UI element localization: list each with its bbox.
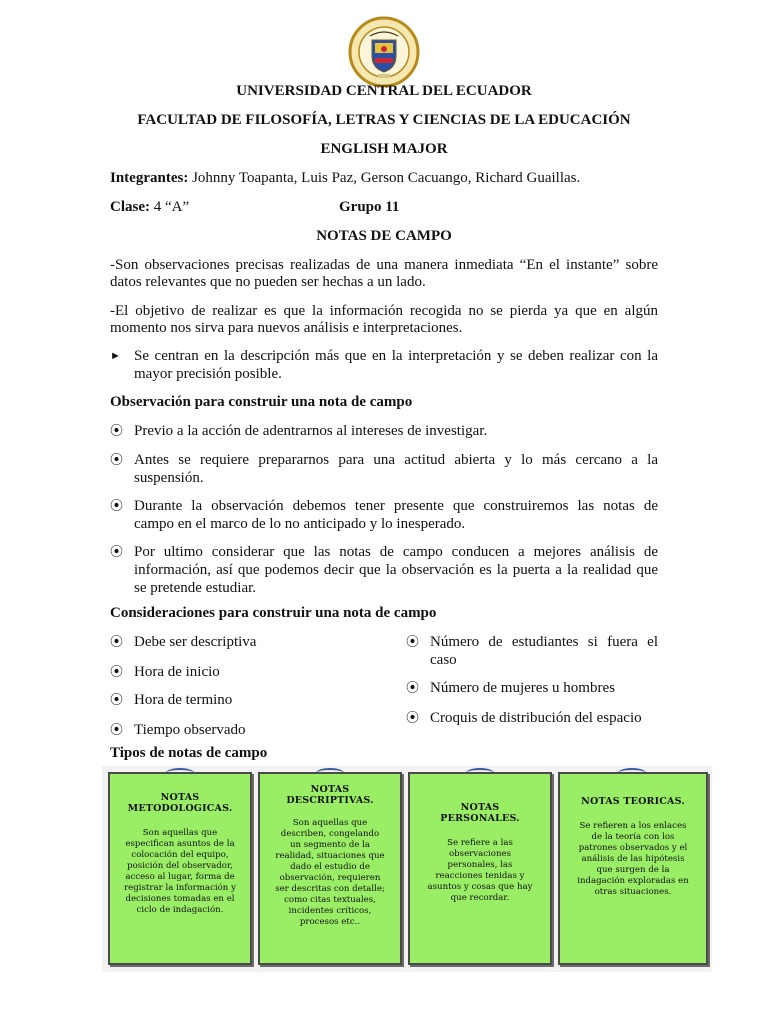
card-desc-line: que surgen de la — [596, 865, 670, 875]
consideration-item-text: Hora de inicio — [134, 664, 220, 680]
observation-item-text: Durante la observación debemos tener presente que construiremos las notas de — [134, 498, 658, 514]
consideration-item-text: caso — [430, 652, 457, 668]
card-desc-line: Son aquellas que — [142, 828, 218, 838]
observation-item-text: Previo a la acción de adentrarnos al intereses de investigar. — [134, 423, 488, 439]
field-notes-types-diagram — [102, 766, 712, 972]
card-desc-line: especifican asuntos de la — [125, 839, 235, 849]
circle-bullet-icon: ⦿ — [406, 634, 420, 649]
intro-p2-line2: momento nos sirva para nuevos análisis e interpretaciones. — [110, 320, 463, 336]
card-desc-line: observaciones — [448, 849, 512, 859]
consideration-item-text: Hora de termino — [134, 692, 233, 708]
card-desc-line: reacciones tenidas y — [435, 871, 525, 881]
observation-item-text: información, así que podemos decir que la observación es la puerta a la realidad que — [134, 562, 658, 578]
document-title: NOTAS DE CAMPO — [316, 228, 452, 244]
connector-hook-icon — [466, 768, 494, 778]
card-title: NOTAS — [460, 802, 500, 813]
observation-item-text: Por ultimo considerar que las notas de campo conducen a mejores análisis de — [134, 544, 658, 560]
circle-bullet-icon: ⦿ — [110, 498, 124, 513]
observation-item-text: suspensión. — [134, 470, 204, 486]
intro-p1-line2: datos relevantes que no pueden ser hechas a un lado. — [110, 274, 426, 290]
consideration-item-text: Croquis de distribución del espacio — [430, 710, 642, 726]
card-personal-notes — [408, 772, 552, 965]
card-desc-line: decisiones tomadas en el — [125, 894, 235, 904]
members-label: Integrantes: — [110, 170, 189, 186]
observation-item-text: se pretende estudiar. — [134, 580, 257, 596]
members-value: Johnny Toapanta, Luis Paz, Gerson Cacuango, Richard Guaillas. — [188, 170, 581, 186]
card-desc-line: registrar la información y — [124, 883, 236, 893]
card-desc-line: dado el estudio de — [290, 862, 370, 872]
connector-hook-icon — [618, 768, 646, 778]
circle-bullet-icon: ⦿ — [406, 710, 420, 725]
observation-item-text: Antes se requiere prepararnos para una actitud abierta y lo más cercano a la — [134, 452, 658, 468]
card-desc-line: como citas textuales, — [284, 895, 376, 905]
card-desc-line: ser descritas con detalle; — [275, 884, 385, 894]
card-desc-line: indagación exploradas en — [577, 876, 689, 886]
card-methodological-notes — [108, 772, 252, 965]
intro-p1-line1: -Son observaciones precisas realizadas de una manera inmediata “En el instante” sobre — [110, 257, 658, 273]
members-line — [110, 169, 658, 187]
observation-item-text: campo en el marco de lo no anticipado y lo inesperado. — [134, 516, 466, 532]
card-title: NOTAS TEORICAS. — [581, 796, 685, 807]
group-label: Grupo 11 — [339, 199, 400, 215]
card-desc-line: personales, las — [447, 860, 513, 870]
card-desc-line: colocación del equipo, — [131, 850, 229, 860]
circle-bullet-icon: ⦿ — [110, 692, 124, 707]
card-desc-line: otras situaciones. — [594, 887, 672, 897]
card-desc-line: posición del observador, — [127, 861, 233, 871]
circle-bullet-icon: ⦿ — [110, 722, 124, 737]
arrow-point-line1: Se centran en la descripción más que en la interpretación y se deben realizar con la — [134, 348, 658, 364]
consideration-item-text: Tiempo observado — [134, 722, 246, 738]
card-desc-line: patrones observados y el — [578, 843, 688, 853]
card-desc-line: un segmento de la — [289, 840, 371, 850]
card-desc-line: procesos etc.. — [299, 917, 361, 927]
university-seal-logo — [348, 16, 420, 88]
card-desc-line: realidad, situaciones que — [275, 851, 385, 861]
card-desc-line: de la teoría con los — [591, 832, 675, 842]
class-line — [110, 198, 658, 216]
card-title: NOTAS — [310, 784, 350, 795]
card-descriptive-notes — [258, 772, 402, 965]
class-value: 4 “A” — [150, 199, 190, 215]
arrow-point-line2: mayor precisión posible. — [134, 366, 282, 382]
faculty-name: FACULTAD DE FILOSOFÍA, LETRAS Y CIENCIAS DE LA EDUCACIÓN — [137, 112, 631, 128]
card-title: METODOLOGICAS. — [127, 803, 233, 814]
consideration-item-text: Debe ser descriptiva — [134, 634, 257, 650]
card-desc-line: Se refiere a las — [447, 838, 513, 848]
section-types-heading: Tipos de notas de campo — [110, 745, 268, 761]
card-desc-line: que recordar. — [450, 893, 510, 903]
connector-hook-icon — [166, 768, 194, 778]
card-desc-line: Se refieren a los enlaces — [579, 821, 687, 831]
card-desc-line: análisis de las hipótesis — [581, 854, 685, 864]
arrow-point — [110, 347, 658, 383]
card-title: NOTAS — [160, 792, 200, 803]
circle-bullet-icon: ⦿ — [406, 680, 420, 695]
section-observation-heading: Observación para construir una nota de campo — [110, 394, 413, 410]
card-desc-line: asuntos y cosas que hay — [427, 882, 533, 892]
circle-bullet-icon: ⦿ — [110, 423, 124, 438]
major-name: ENGLISH MAJOR — [320, 141, 448, 157]
consideration-item-text: Número de estudiantes si fuera el — [430, 634, 658, 650]
consideration-item-text: Número de mujeres u hombres — [430, 680, 615, 696]
circle-bullet-icon: ⦿ — [110, 634, 124, 649]
arrow-bullet-icon: ► — [110, 350, 121, 362]
card-title: DESCRIPTIVAS. — [286, 795, 374, 806]
card-desc-line: incidentes críticos, — [288, 906, 372, 916]
card-desc-line: observación, requieren — [279, 873, 381, 883]
circle-bullet-icon: ⦿ — [110, 544, 124, 559]
section-considerations-heading: Consideraciones para construir una nota de campo — [110, 605, 437, 621]
card-theoretical-notes — [558, 772, 708, 965]
card-desc-line: acceso al lugar, forma de — [125, 872, 235, 882]
card-desc-line: ciclo de indagación. — [136, 905, 224, 915]
university-name: UNIVERSIDAD CENTRAL DEL ECUADOR — [236, 83, 532, 99]
intro-p2-line1: -El objetivo de realizar es que la información recogida no se pierda ya que en algún — [110, 303, 658, 319]
circle-bullet-icon: ⦿ — [110, 452, 124, 467]
card-title: PERSONALES. — [440, 813, 520, 824]
circle-bullet-icon: ⦿ — [110, 664, 124, 679]
card-desc-line: describen, congelando — [280, 829, 380, 839]
class-label: Clase: — [110, 199, 150, 215]
connector-hook-icon — [316, 768, 344, 778]
card-desc-line: Son aquellas que — [292, 818, 368, 828]
